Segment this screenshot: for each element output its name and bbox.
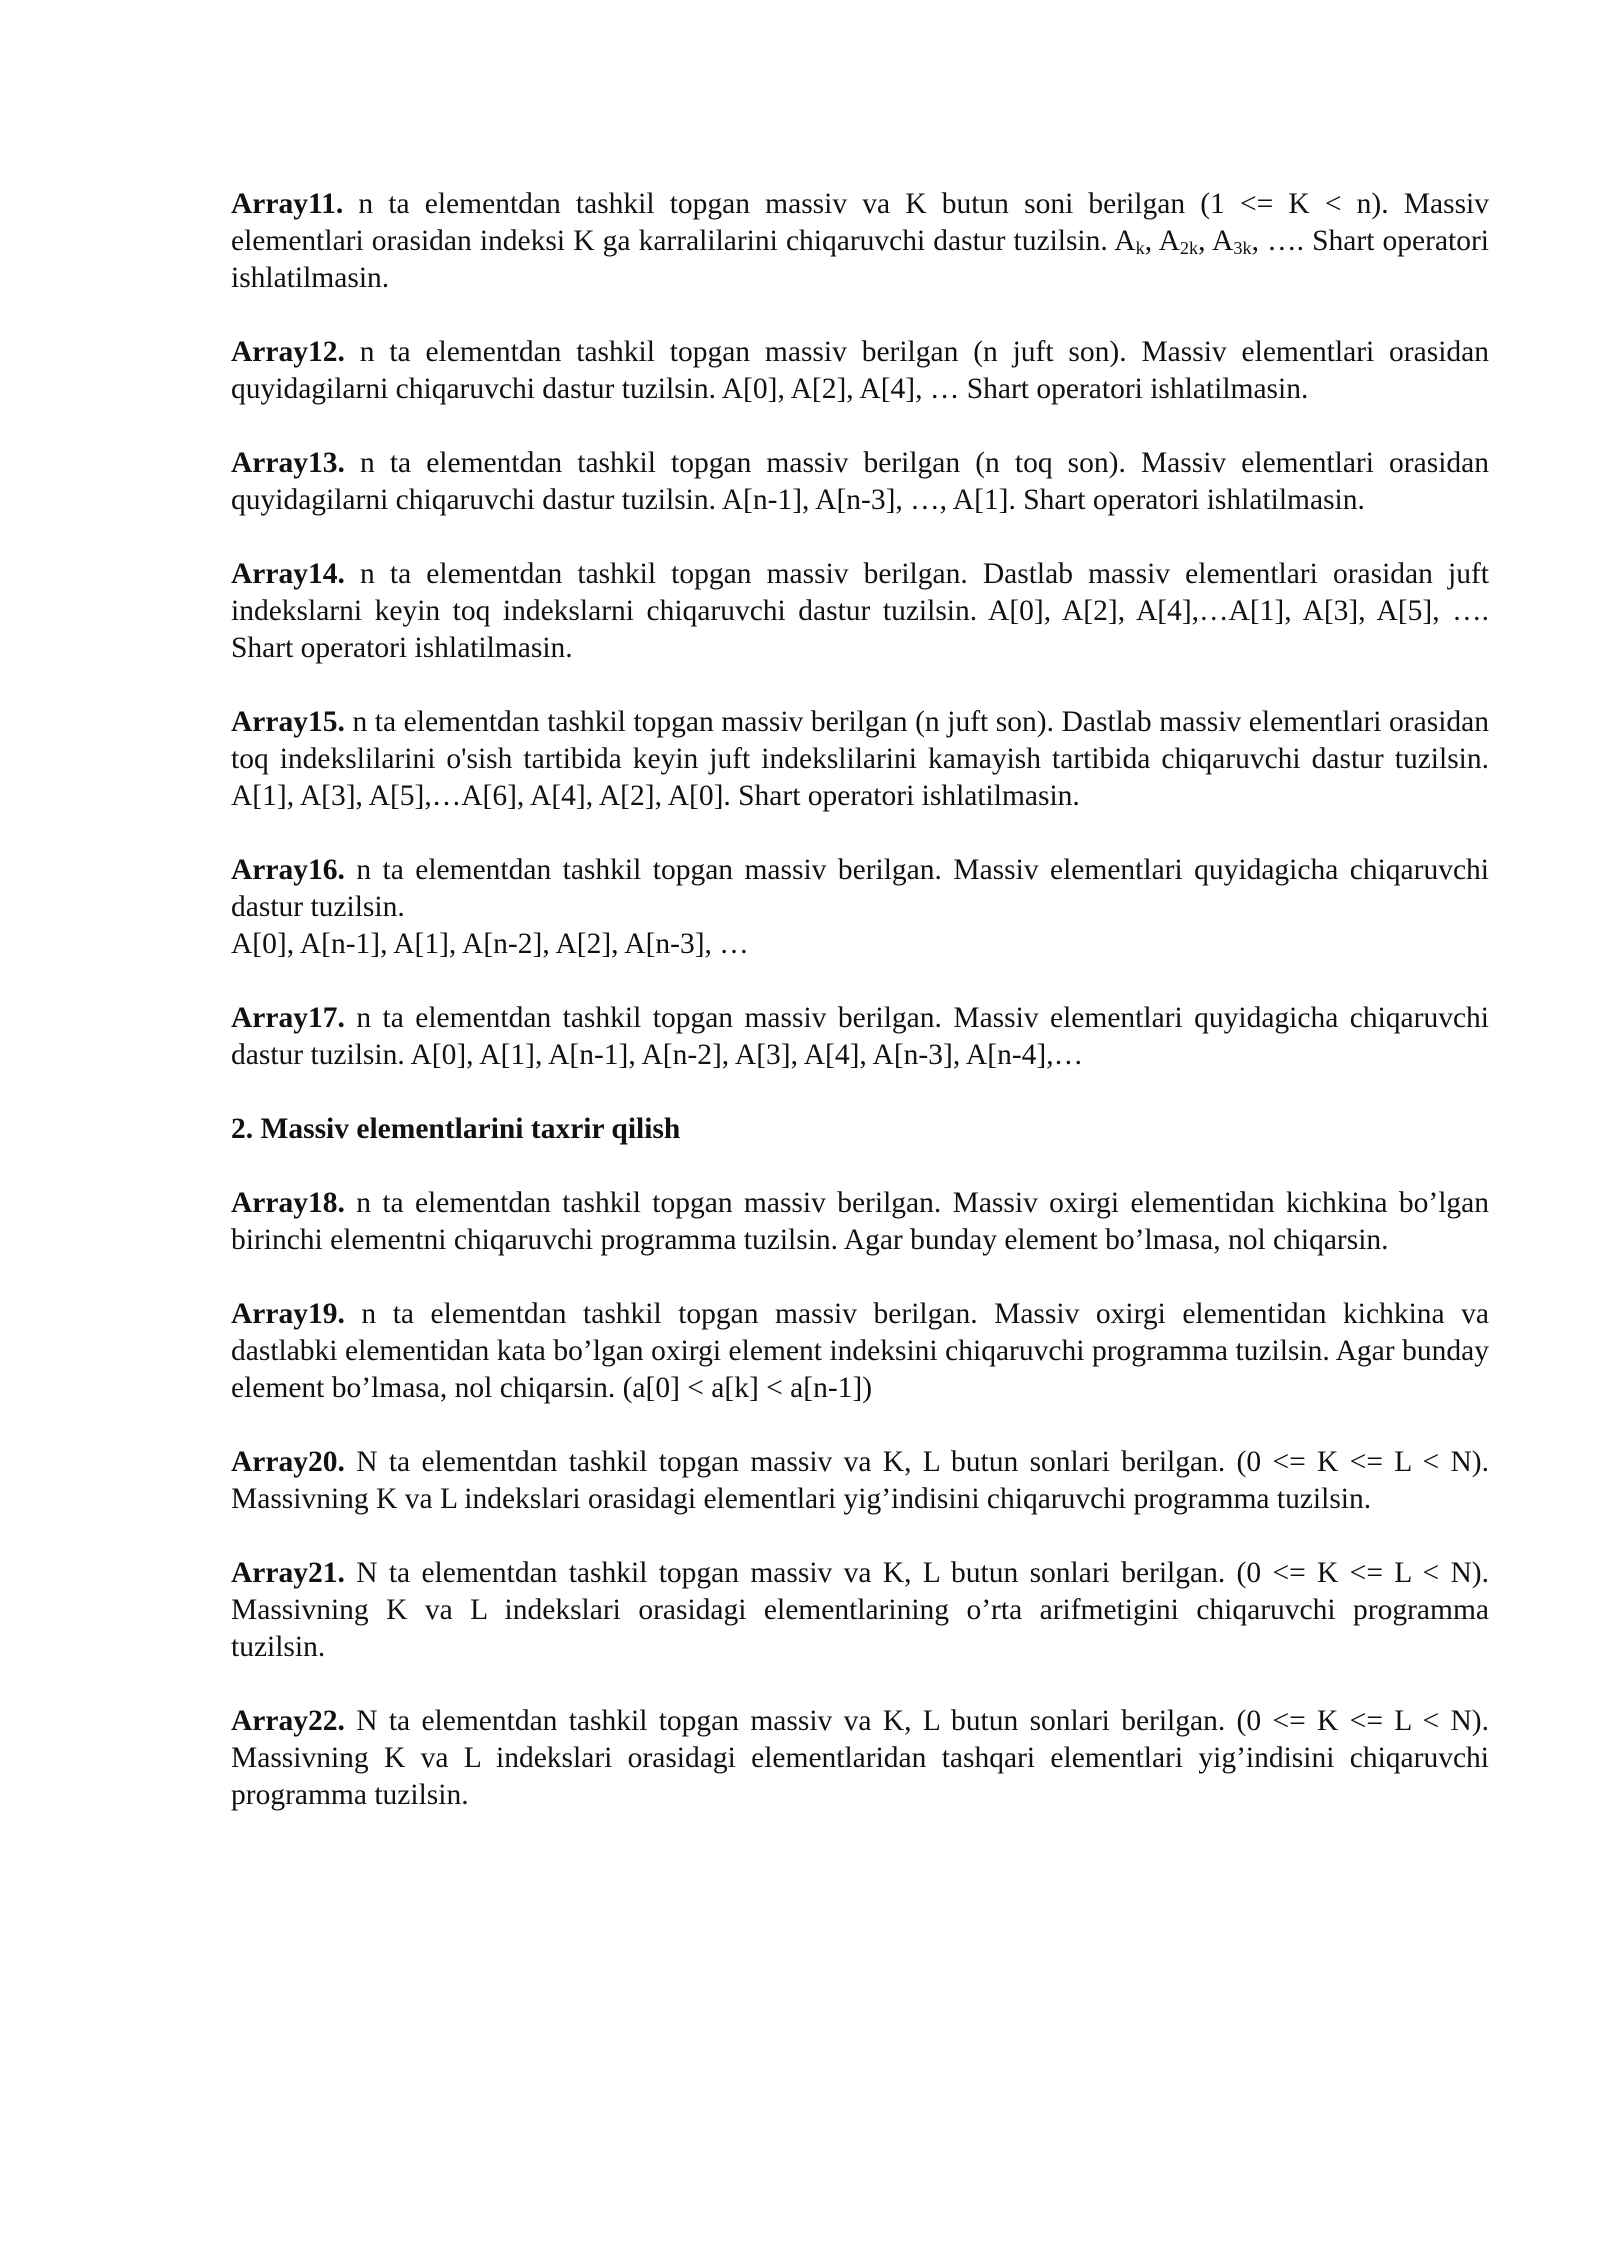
task-text: n ta elementdan tashkil topgan massiv berilgan (n juft son). Dastlab massiv elementlari orasidan toq indekslilarini o'sish tartibida keyin juft indekslilarini kamayish tartibida chiqaruvchi dastur tuzilsin. A[1], A[3], A[5],…A[6], A[4], A[2], A[0]. Shart operatori ishlatilmasin. — [231, 706, 1489, 812]
document-page — [231, 186, 1489, 1851]
task-array14 — [231, 556, 1489, 667]
task-text: n ta elementdan tashkil topgan massiv berilgan. Dastlab massiv elementlari orasidan juft indekslarni keyin toq indekslarni chiqaruvchi dastur tuzilsin. A[0], A[2], A[4],…A[1], A[3], A[5], …. Shart operatori ishlatilmasin. — [231, 558, 1489, 664]
task-id: Array18. — [231, 1187, 345, 1219]
task-id: Array13. — [231, 447, 345, 479]
task-text: N ta elementdan tashkil topgan massiv va K, L butun sonlari berilgan. (0 <= K <= L < N). Massivning K va L indekslari orasidagi elementlarining o’rta arifmetigini chiqaruvchi programma tuzilsin. — [231, 1557, 1489, 1663]
subscript: 2k — [1179, 238, 1199, 259]
task-array17 — [231, 1000, 1489, 1074]
task-id: Array16. — [231, 854, 345, 886]
task-array18 — [231, 1185, 1489, 1259]
task-id: Array14. — [231, 558, 345, 590]
task-array20 — [231, 1444, 1489, 1518]
task-array16 — [231, 852, 1489, 963]
task-array12 — [231, 334, 1489, 408]
task-id: Array20. — [231, 1446, 345, 1478]
subscript: k — [1135, 238, 1145, 259]
task-array19 — [231, 1296, 1489, 1407]
task-text: , A — [1144, 225, 1180, 257]
task-array15 — [231, 704, 1489, 815]
task-id: Array21. — [231, 1557, 345, 1589]
task-text: , A — [1198, 225, 1234, 257]
task-text: N ta elementdan tashkil topgan massiv va K, L butun sonlari berilgan. (0 <= K <= L < N). Massivning K va L indekslari orasidagi elementlaridan tashqari elementlari yig’indisini chiqaruvchi programma tuzilsin. — [231, 1705, 1489, 1811]
task-text: n ta elementdan tashkil topgan massiv berilgan (n toq son). Massiv elementlari orasidan quyidagilarni chiqaruvchi dastur tuzilsin. A[n-1], A[n-3], …, A[1]. Shart operatori ishlatilmasin. — [231, 447, 1489, 516]
task-id: Array15. — [231, 706, 345, 738]
task-id: Array19. — [231, 1298, 345, 1330]
task-array21 — [231, 1555, 1489, 1666]
task-text: n ta elementdan tashkil topgan massiv va K butun soni berilgan (1 <= K < n). Massiv elementlari orasidan indeksi K ga karralilarini chiqaruvchi dastur tuzilsin. A — [231, 188, 1489, 257]
task-text-line: A[0], A[n-1], A[1], A[n-2], A[2], A[n-3], … — [231, 928, 749, 960]
task-array13 — [231, 445, 1489, 519]
task-id: Array11. — [231, 188, 344, 220]
task-array22 — [231, 1703, 1489, 1814]
task-text: n ta elementdan tashkil topgan massiv berilgan. Massiv oxirgi elementidan kichkina bo’lgan birinchi elementni chiqaruvchi programma tuzilsin. Agar bunday element bo’lmasa, nol chiqarsin. — [231, 1187, 1489, 1256]
task-id: Array22. — [231, 1705, 345, 1737]
task-text: n ta elementdan tashkil topgan massiv berilgan (n juft son). Massiv elementlari orasidan quyidagilarni chiqaruvchi dastur tuzilsin. A[0], A[2], A[4], … Shart operatori ishlatilmasin. — [231, 336, 1489, 405]
task-text: , …. Shart operatori ishlatilmasin. — [231, 225, 1490, 294]
task-text: n ta elementdan tashkil topgan massiv berilgan. Massiv elementlari quyidagicha chiqaruvchi dastur tuzilsin. — [231, 854, 1489, 923]
task-text: n ta elementdan tashkil topgan massiv berilgan. Massiv elementlari quyidagicha chiqaruvchi dastur tuzilsin. A[0], A[1], A[n-1], A[n-2], A[3], A[4], A[n-3], A[n-4],… — [231, 1002, 1489, 1071]
task-text: N ta elementdan tashkil topgan massiv va K, L butun sonlari berilgan. (0 <= K <= L < N). Massivning K va L indekslari orasidagi elementlari yig’indisini chiqaruvchi programma tuzilsin. — [231, 1446, 1489, 1515]
subscript: 3k — [1233, 238, 1252, 259]
task-array11 — [231, 186, 1489, 297]
task-text: n ta elementdan tashkil topgan massiv berilgan. Massiv oxirgi elementidan kichkina va dastlabki elementidan kata bo’lgan oxirgi element indeksini chiqaruvchi programma tuzilsin. Agar bunday element bo’lmasa, nol chiqarsin. (a[0] < a[k] < a[n-1]) — [231, 1298, 1489, 1404]
section-title: 2. Massiv elementlarini taxrir qilish — [231, 1113, 681, 1145]
task-id: Array17. — [231, 1002, 345, 1034]
task-id: Array12. — [231, 336, 345, 368]
